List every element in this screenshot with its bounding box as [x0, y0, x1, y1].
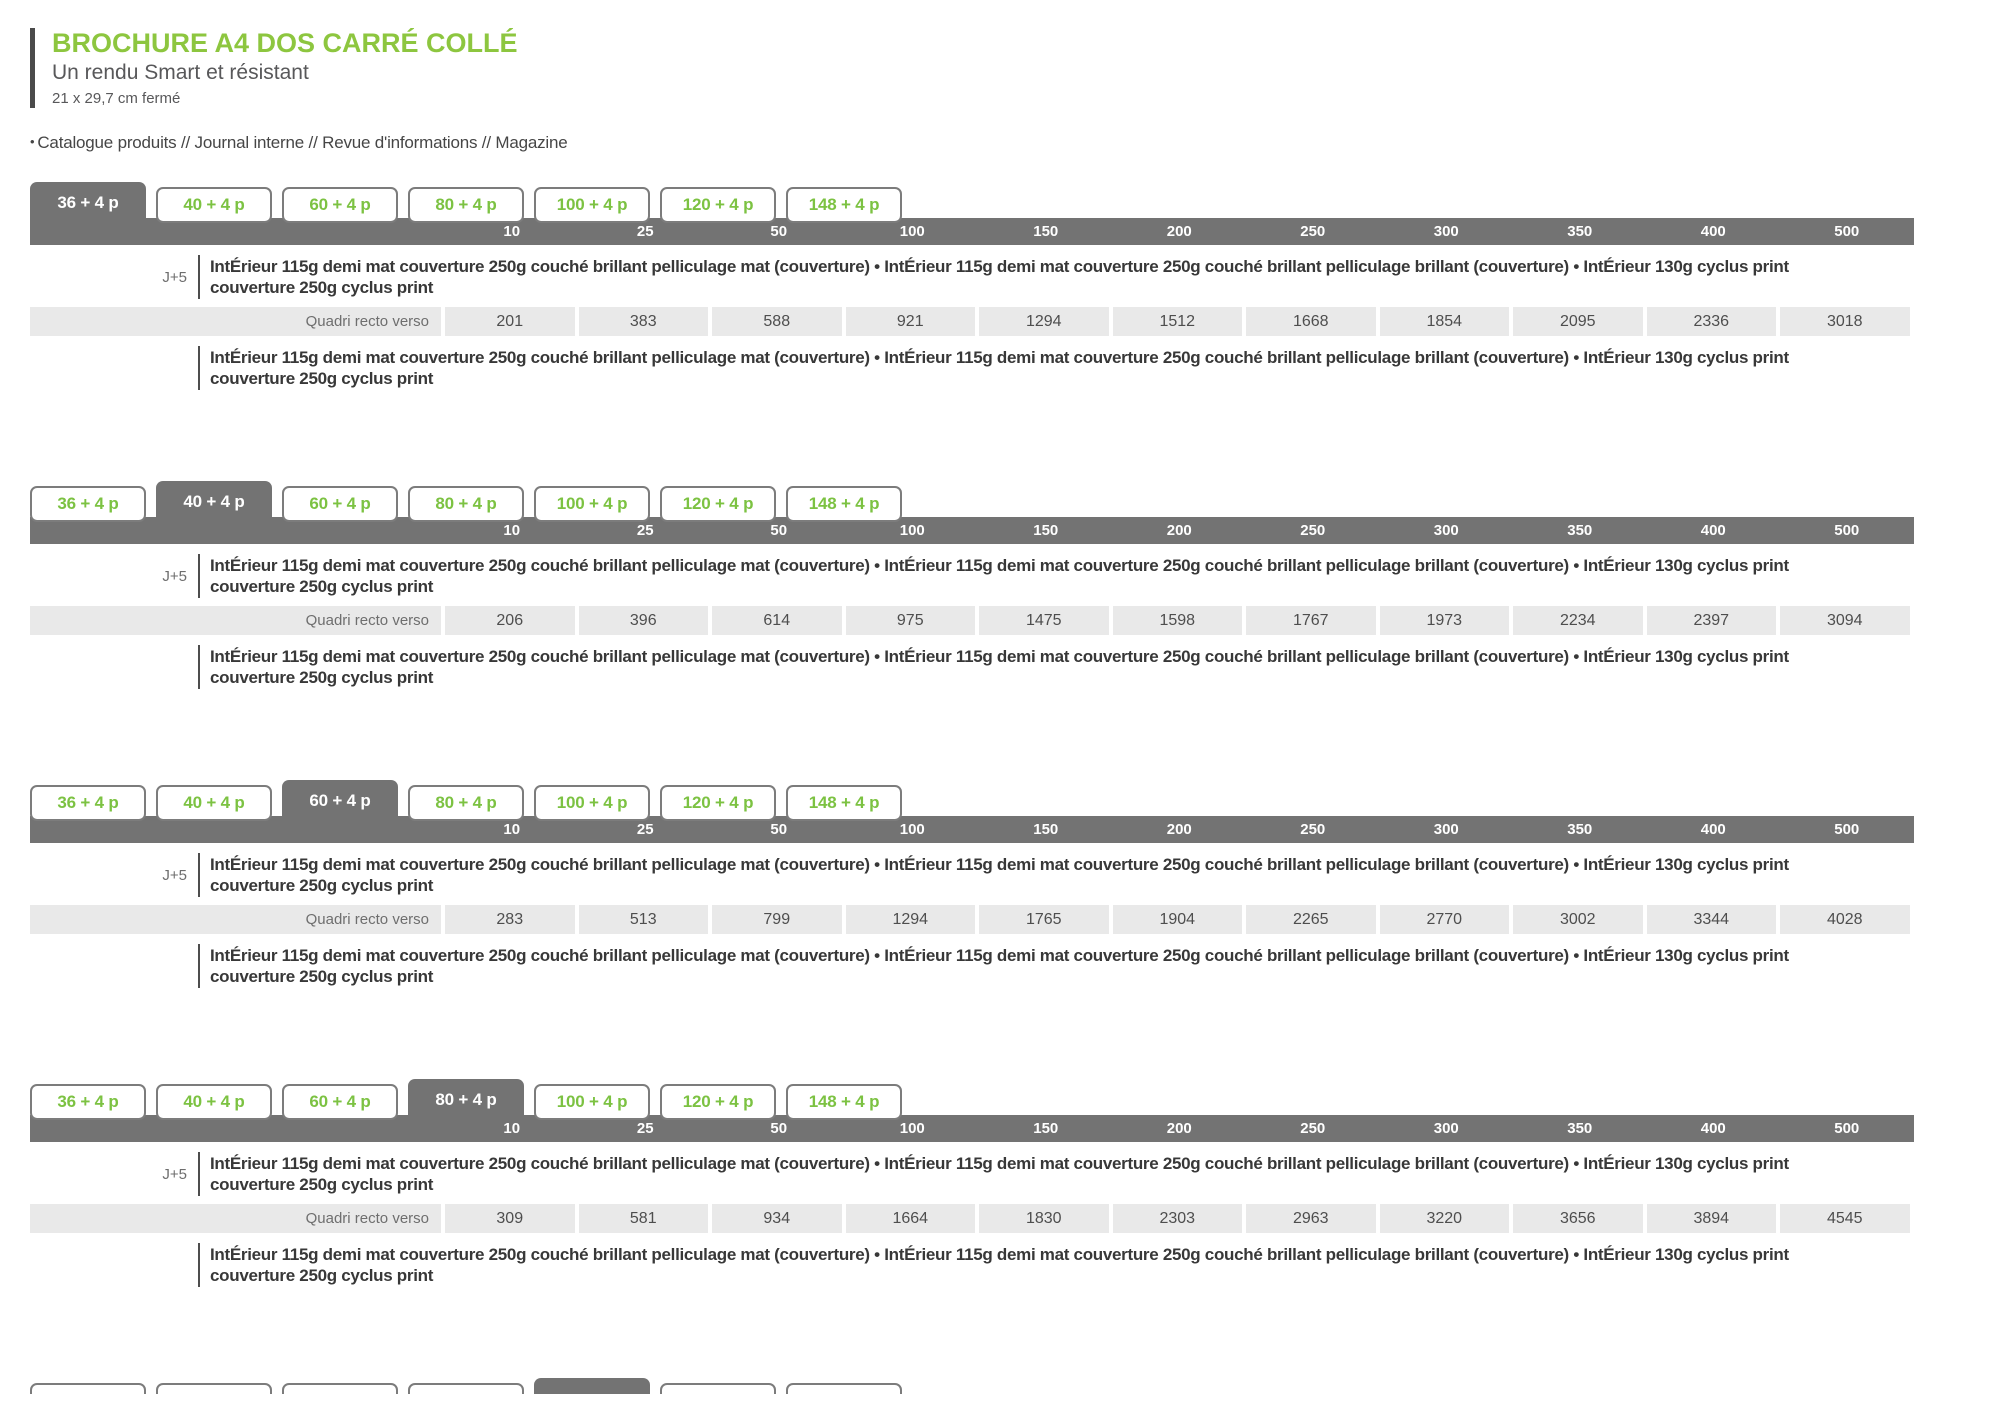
quantity-header: 25 — [636, 1120, 654, 1137]
tab-0[interactable] — [30, 486, 146, 522]
tab-label: 148 + 4 p — [808, 195, 880, 214]
quantity-header: 350 — [1567, 1120, 1593, 1137]
quantity-header: 50 — [770, 223, 788, 240]
price-value: 1668 — [1246, 307, 1376, 336]
price-value: 3344 — [1647, 905, 1777, 934]
quantity-header: 500 — [1834, 1120, 1860, 1137]
price-value: 2234 — [1513, 606, 1643, 635]
quantity-header: 50 — [770, 821, 788, 838]
tab-label: 120 + 4 p — [682, 494, 754, 513]
quantity-header: 10 — [503, 821, 521, 838]
paper-description — [198, 944, 1789, 988]
page-count-tabs — [30, 1079, 1914, 1120]
tab-label: 40 + 4 p — [183, 1092, 245, 1111]
price-value: 2336 — [1647, 307, 1777, 336]
paper-description-row — [30, 645, 1914, 689]
pricing-section — [30, 481, 1914, 689]
tab-2[interactable] — [282, 187, 398, 223]
tab-1[interactable] — [156, 187, 272, 223]
tab-1[interactable] — [156, 1383, 272, 1394]
tab-6[interactable] — [786, 785, 902, 821]
tab-3[interactable] — [408, 187, 524, 223]
tab-3[interactable] — [408, 1079, 524, 1120]
tab-label: 100 + 4 p — [556, 1092, 628, 1111]
quantity-header: 250 — [1300, 522, 1326, 539]
tab-5[interactable] — [660, 1084, 776, 1120]
paper-description-line1: IntÉrieur 115g demi mat couverture 250g couché brillant pelliculage mat (couverture) • IntÉrieur 115g demi mat couverture 250g couché brillant pelliculage brillant (couverture) • IntÉrieur 130g cyclus print — [210, 348, 1789, 367]
tab-label: 80 + 4 p — [435, 793, 497, 812]
quantity-header: 300 — [1433, 223, 1459, 240]
paper-description-line2: couverture 250g cyclus print — [210, 1266, 434, 1285]
price-value: 2265 — [1246, 905, 1376, 934]
quantity-header: 300 — [1433, 821, 1459, 838]
quantity-header: 25 — [636, 522, 654, 539]
paper-description-row — [30, 346, 1914, 390]
quantity-header: 400 — [1700, 522, 1726, 539]
tab-label: 40 + 4 p — [183, 793, 245, 812]
tab-label: 40 + 4 p — [183, 491, 245, 511]
quantity-header: 300 — [1433, 522, 1459, 539]
product-uses — [30, 133, 1943, 153]
quantity-header: 50 — [770, 522, 788, 539]
paper-description-line2: couverture 250g cyclus print — [210, 668, 434, 687]
price-value: 1598 — [1113, 606, 1243, 635]
quantity-header: 200 — [1166, 821, 1192, 838]
quantity-header: 150 — [1033, 522, 1059, 539]
price-value: 3220 — [1380, 1204, 1510, 1233]
tab-0[interactable] — [30, 1383, 146, 1394]
price-value: 2963 — [1246, 1204, 1376, 1233]
quantity-header: 300 — [1433, 1120, 1459, 1137]
tab-0[interactable] — [30, 1084, 146, 1120]
page-count-tabs — [30, 780, 1914, 821]
page-count-tabs — [30, 182, 1914, 223]
paper-description-line2: couverture 250g cyclus print — [210, 278, 434, 297]
price-row — [30, 905, 1914, 934]
tab-label: 80 + 4 p — [435, 1089, 497, 1109]
quantity-header: 150 — [1033, 223, 1059, 240]
price-value: 513 — [579, 905, 709, 934]
paper-description-line2: couverture 250g cyclus print — [210, 967, 434, 986]
price-value: 1765 — [979, 905, 1109, 934]
tab-5[interactable] — [660, 486, 776, 522]
paper-description-row — [30, 1152, 1914, 1196]
quantity-header: 500 — [1834, 223, 1860, 240]
price-value: 1512 — [1113, 307, 1243, 336]
tab-0[interactable] — [30, 785, 146, 821]
price-row-label: Quadri recto verso — [30, 905, 441, 934]
quantity-header: 350 — [1567, 821, 1593, 838]
paper-description — [198, 645, 1789, 689]
price-value: 614 — [712, 606, 842, 635]
quantity-header: 350 — [1567, 223, 1593, 240]
tab-1[interactable] — [156, 1084, 272, 1120]
quantity-header: 100 — [899, 821, 925, 838]
delay-label: J+5 — [162, 268, 187, 286]
price-value: 581 — [579, 1204, 709, 1233]
paper-description-line1: IntÉrieur 115g demi mat couverture 250g couché brillant pelliculage mat (couverture) • IntÉrieur 115g demi mat couverture 250g couché brillant pelliculage brillant (couverture) • IntÉrieur 130g cyclus print — [210, 1154, 1789, 1173]
tab-5[interactable] — [660, 187, 776, 223]
tab-4[interactable] — [534, 1084, 650, 1120]
quantity-header: 250 — [1300, 223, 1326, 240]
product-uses-text: Catalogue produits // Journal interne // Revue d'informations // Magazine — [37, 133, 568, 152]
price-row — [30, 1204, 1914, 1233]
price-row-label: Quadri recto verso — [30, 606, 441, 635]
paper-description — [198, 853, 1789, 897]
sections — [30, 182, 1943, 1394]
quantity-header: 200 — [1166, 522, 1192, 539]
page-count-tabs — [30, 481, 1914, 522]
tab-4[interactable] — [534, 486, 650, 522]
page-title: BROCHURE A4 DOS CARRÉ COLLÉ — [52, 28, 518, 58]
delay-label: J+5 — [162, 866, 187, 884]
tab-0[interactable] — [30, 182, 146, 223]
paper-description-line2: couverture 250g cyclus print — [210, 1175, 434, 1194]
bullet-marker: • — [30, 134, 35, 149]
page-count-tabs — [30, 1378, 1914, 1394]
price-value: 3002 — [1513, 905, 1643, 934]
price-value: 975 — [846, 606, 976, 635]
tab-5[interactable] — [660, 785, 776, 821]
price-value: 588 — [712, 307, 842, 336]
tab-label: 60 + 4 p — [309, 790, 371, 810]
price-value: 396 — [579, 606, 709, 635]
tab-label: 100 + 4 p — [556, 195, 628, 214]
tab-2[interactable] — [282, 486, 398, 522]
price-row-label: Quadri recto verso — [30, 307, 441, 336]
quantity-header: 500 — [1834, 821, 1860, 838]
tab-2[interactable] — [282, 780, 398, 821]
paper-description-line2: couverture 250g cyclus print — [210, 876, 434, 895]
price-value: 2303 — [1113, 1204, 1243, 1233]
price-value: 1475 — [979, 606, 1109, 635]
price-value: 206 — [445, 606, 575, 635]
quantity-header: 400 — [1700, 223, 1726, 240]
paper-description-line1: IntÉrieur 115g demi mat couverture 250g couché brillant pelliculage mat (couverture) • IntÉrieur 115g demi mat couverture 250g couché brillant pelliculage brillant (couverture) • IntÉrieur 130g cyclus print — [210, 1245, 1789, 1264]
price-value: 4028 — [1780, 905, 1910, 934]
price-row — [30, 307, 1914, 336]
tab-label: 80 + 4 p — [435, 494, 497, 513]
quantity-header: 350 — [1567, 522, 1593, 539]
price-row-label: Quadri recto verso — [30, 1204, 441, 1233]
quantity-header: 25 — [636, 223, 654, 240]
tab-label: 36 + 4 p — [57, 192, 119, 212]
quantity-header: 10 — [503, 223, 521, 240]
paper-description-line1: IntÉrieur 115g demi mat couverture 250g couché brillant pelliculage mat (couverture) • IntÉrieur 115g demi mat couverture 250g couché brillant pelliculage brillant (couverture) • IntÉrieur 130g cyclus print — [210, 855, 1789, 874]
quantity-header: 50 — [770, 1120, 788, 1137]
price-value: 1767 — [1246, 606, 1376, 635]
quantity-header: 10 — [503, 522, 521, 539]
paper-description-line1: IntÉrieur 115g demi mat couverture 250g couché brillant pelliculage mat (couverture) • IntÉrieur 115g demi mat couverture 250g couché brillant pelliculage brillant (couverture) • IntÉrieur 130g cyclus print — [210, 647, 1789, 666]
tab-label: 36 + 4 p — [57, 494, 119, 513]
price-value: 921 — [846, 307, 976, 336]
page-format: 21 x 29,7 cm fermé — [52, 90, 181, 107]
price-value: 2397 — [1647, 606, 1777, 635]
quantity-header: 500 — [1834, 522, 1860, 539]
quantity-header: 25 — [636, 821, 654, 838]
price-value: 1294 — [979, 307, 1109, 336]
paper-description-row — [30, 1243, 1914, 1287]
tab-label: 120 + 4 p — [682, 195, 754, 214]
title-block — [30, 28, 1943, 108]
pricing-section — [30, 1079, 1914, 1287]
quantity-header: 100 — [899, 1120, 925, 1137]
pricing-section — [30, 1378, 1914, 1394]
tab-label: 148 + 4 p — [808, 494, 880, 513]
quantity-header: 400 — [1700, 1120, 1726, 1137]
tab-6[interactable] — [786, 187, 902, 223]
paper-description — [198, 554, 1789, 598]
tab-label: 120 + 4 p — [682, 793, 754, 812]
price-value: 1854 — [1380, 307, 1510, 336]
pricing-section — [30, 182, 1914, 390]
quantity-header: 100 — [899, 522, 925, 539]
tab-label: 148 + 4 p — [808, 793, 880, 812]
paper-description — [198, 346, 1789, 390]
paper-description — [198, 1243, 1789, 1287]
tab-2[interactable] — [282, 1084, 398, 1120]
delay-label: J+5 — [162, 1165, 187, 1183]
tab-label: 120 + 4 p — [682, 1092, 754, 1111]
paper-description — [198, 255, 1789, 299]
paper-description-line2: couverture 250g cyclus print — [210, 369, 434, 388]
pricing-section — [30, 780, 1914, 988]
tab-1[interactable] — [156, 785, 272, 821]
tab-6[interactable] — [786, 1084, 902, 1120]
delay-label: J+5 — [162, 567, 187, 585]
tab-3[interactable] — [408, 486, 524, 522]
paper-description-row — [30, 944, 1914, 988]
price-value: 201 — [445, 307, 575, 336]
tab-4[interactable] — [534, 1378, 650, 1394]
tab-label: 36 + 4 p — [57, 793, 119, 812]
tab-label: 40 + 4 p — [183, 195, 245, 214]
tab-label: 100 + 4 p — [556, 793, 628, 812]
paper-description-line1: IntÉrieur 115g demi mat couverture 250g couché brillant pelliculage mat (couverture) • IntÉrieur 115g demi mat couverture 250g couché brillant pelliculage brillant (couverture) • IntÉrieur 130g cyclus print — [210, 257, 1789, 276]
price-value: 1904 — [1113, 905, 1243, 934]
paper-description-line2: couverture 250g cyclus print — [210, 577, 434, 596]
quantity-header: 100 — [899, 223, 925, 240]
paper-description-row — [30, 255, 1914, 299]
paper-description-row — [30, 853, 1914, 897]
tab-label: 80 + 4 p — [435, 195, 497, 214]
tab-4[interactable] — [534, 785, 650, 821]
tab-5[interactable] — [660, 1383, 776, 1394]
tab-label: 60 + 4 p — [309, 195, 371, 214]
tab-3[interactable] — [408, 785, 524, 821]
paper-description — [198, 1152, 1789, 1196]
paper-description-line1: IntÉrieur 115g demi mat couverture 250g couché brillant pelliculage mat (couverture) • IntÉrieur 115g demi mat couverture 250g couché brillant pelliculage brillant (couverture) • IntÉrieur 130g cyclus print — [210, 556, 1789, 575]
price-value: 934 — [712, 1204, 842, 1233]
quantity-header: 10 — [503, 1120, 521, 1137]
price-row — [30, 606, 1914, 635]
quantity-header: 250 — [1300, 1120, 1326, 1137]
page-subtitle: Un rendu Smart et résistant — [52, 61, 309, 84]
tab-label: 60 + 4 p — [309, 1092, 371, 1111]
price-value: 1664 — [846, 1204, 976, 1233]
tab-4[interactable] — [534, 187, 650, 223]
price-value: 283 — [445, 905, 575, 934]
paper-description-line1: IntÉrieur 115g demi mat couverture 250g couché brillant pelliculage mat (couverture) • IntÉrieur 115g demi mat couverture 250g couché brillant pelliculage brillant (couverture) • IntÉrieur 130g cyclus print — [210, 946, 1789, 965]
tab-3[interactable] — [408, 1383, 524, 1394]
price-value: 3094 — [1780, 606, 1910, 635]
price-value: 4545 — [1780, 1204, 1910, 1233]
price-value: 2095 — [1513, 307, 1643, 336]
price-value: 1973 — [1380, 606, 1510, 635]
tab-2[interactable] — [282, 1383, 398, 1394]
quantity-header: 250 — [1300, 821, 1326, 838]
price-value: 3894 — [1647, 1204, 1777, 1233]
price-value: 1294 — [846, 905, 976, 934]
tab-1[interactable] — [156, 481, 272, 522]
price-value: 3018 — [1780, 307, 1910, 336]
tab-label: 100 + 4 p — [556, 494, 628, 513]
tab-6[interactable] — [786, 486, 902, 522]
price-value: 3656 — [1513, 1204, 1643, 1233]
price-value: 2770 — [1380, 905, 1510, 934]
price-value: 383 — [579, 307, 709, 336]
tab-label: 36 + 4 p — [57, 1092, 119, 1111]
tab-6[interactable] — [786, 1383, 902, 1394]
tab-label: 60 + 4 p — [309, 494, 371, 513]
price-value: 799 — [712, 905, 842, 934]
quantity-header: 200 — [1166, 1120, 1192, 1137]
tab-label: 148 + 4 p — [808, 1092, 880, 1111]
quantity-header: 400 — [1700, 821, 1726, 838]
paper-description-row — [30, 554, 1914, 598]
quantity-header: 150 — [1033, 1120, 1059, 1137]
quantity-header: 200 — [1166, 223, 1192, 240]
quantity-header: 150 — [1033, 821, 1059, 838]
price-value: 309 — [445, 1204, 575, 1233]
price-value: 1830 — [979, 1204, 1109, 1233]
